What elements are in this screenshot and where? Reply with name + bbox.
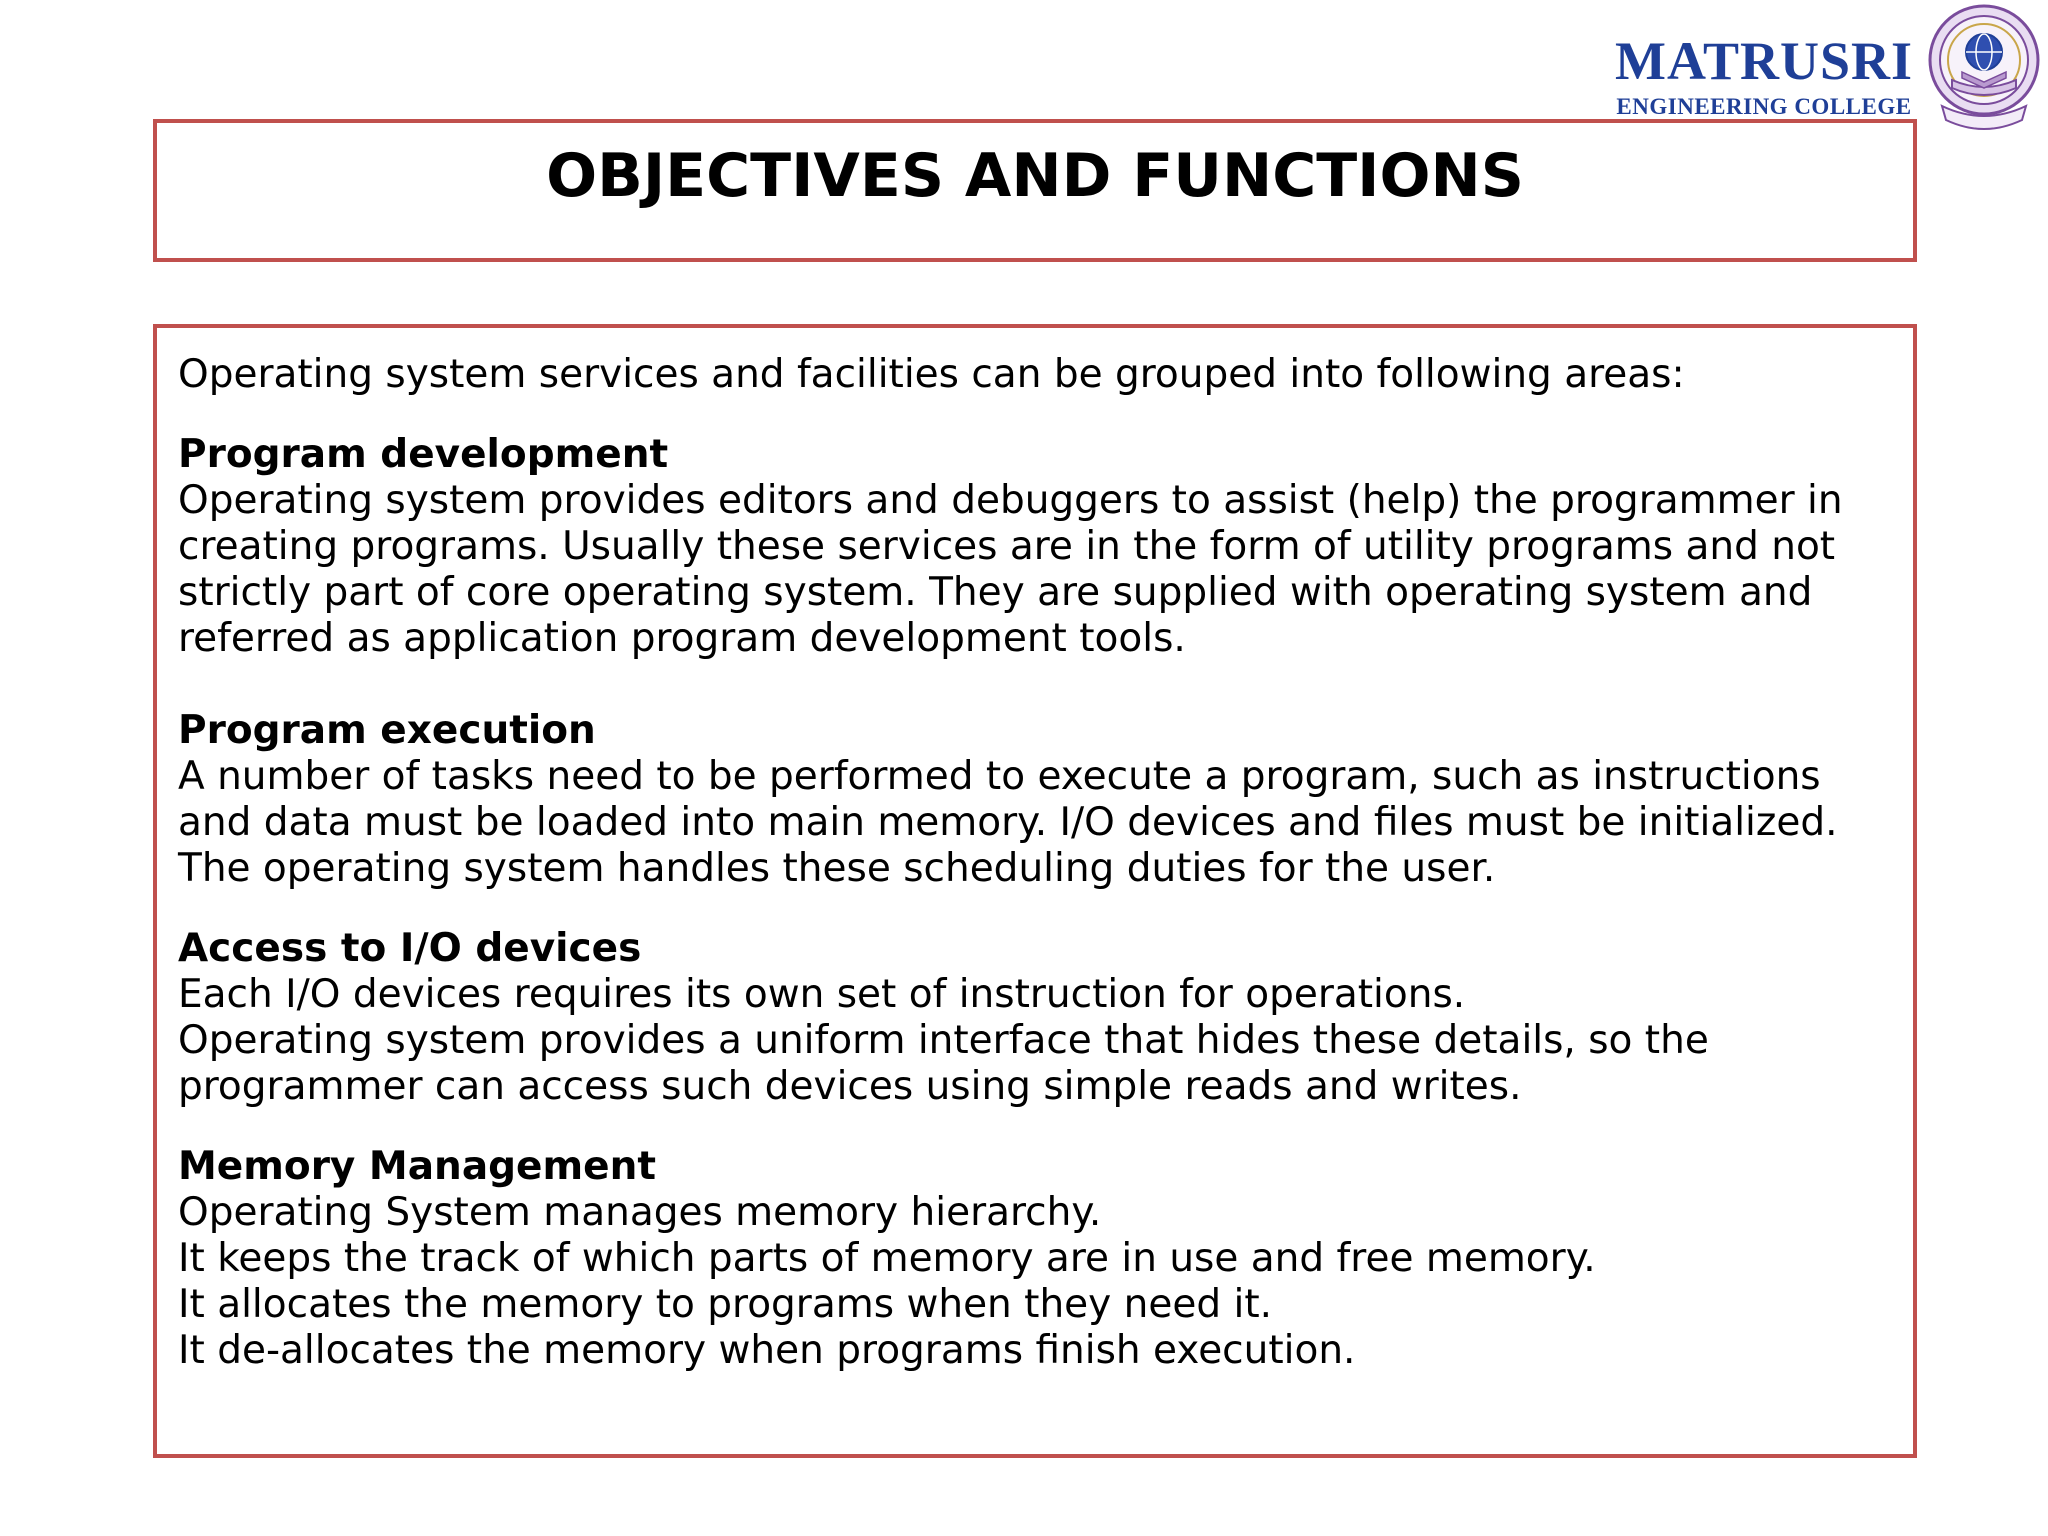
- section-line: Operating system provides a uniform interface that hides these details, so the: [178, 1018, 1709, 1063]
- section-heading: Program execution: [178, 708, 596, 753]
- section-line: It keeps the track of which parts of memory are in use and free memory.: [178, 1236, 1596, 1281]
- section-line: referred as application program development tools.: [178, 616, 1186, 661]
- slide-title: OBJECTIVES AND FUNCTIONS: [546, 141, 1524, 211]
- slide-content: [178, 352, 1898, 1408]
- section-line: and data must be loaded into main memory. I/O devices and files must be initialized.: [178, 800, 1838, 845]
- section-line: creating programs. Usually these services are in the form of utility programs and not: [178, 524, 1836, 569]
- section-line: Each I/O devices requires its own set of instruction for operations.: [178, 972, 1466, 1017]
- section-line: strictly part of core operating system. They are supplied with operating system and: [178, 570, 1813, 615]
- section-line: It allocates the memory to programs when they need it.: [178, 1282, 1273, 1327]
- title-box: [153, 119, 1917, 262]
- section-line: Operating System manages memory hierarchy.: [178, 1190, 1102, 1235]
- section-heading: Program development: [178, 432, 669, 477]
- content-box: [153, 324, 1917, 1458]
- section-program-execution: [178, 708, 1898, 892]
- section-program-development: [178, 432, 1898, 662]
- section-memory-management: [178, 1144, 1898, 1374]
- section-line: The operating system handles these scheduling duties for the user.: [178, 846, 1496, 891]
- section-heading: Memory Management: [178, 1144, 656, 1189]
- section-line: It de-allocates the memory when programs finish execution.: [178, 1328, 1356, 1373]
- logo-name: MATRUSRI: [1614, 31, 1913, 91]
- section-heading: Access to I/O devices: [178, 926, 642, 971]
- section-access-io-devices: [178, 926, 1898, 1110]
- college-emblem-icon: [1922, 2, 2046, 144]
- section-line: Operating system provides editors and debuggers to assist (help) the programmer in: [178, 478, 1843, 523]
- logo-subtitle: ENGINEERING COLLEGE: [1616, 94, 1912, 119]
- intro-text: Operating system services and facilities can be grouped into following areas:: [178, 352, 1685, 397]
- section-line: programmer can access such devices using simple reads and writes.: [178, 1064, 1522, 1109]
- section-line: A number of tasks need to be performed to execute a program, such as instructions: [178, 754, 1821, 799]
